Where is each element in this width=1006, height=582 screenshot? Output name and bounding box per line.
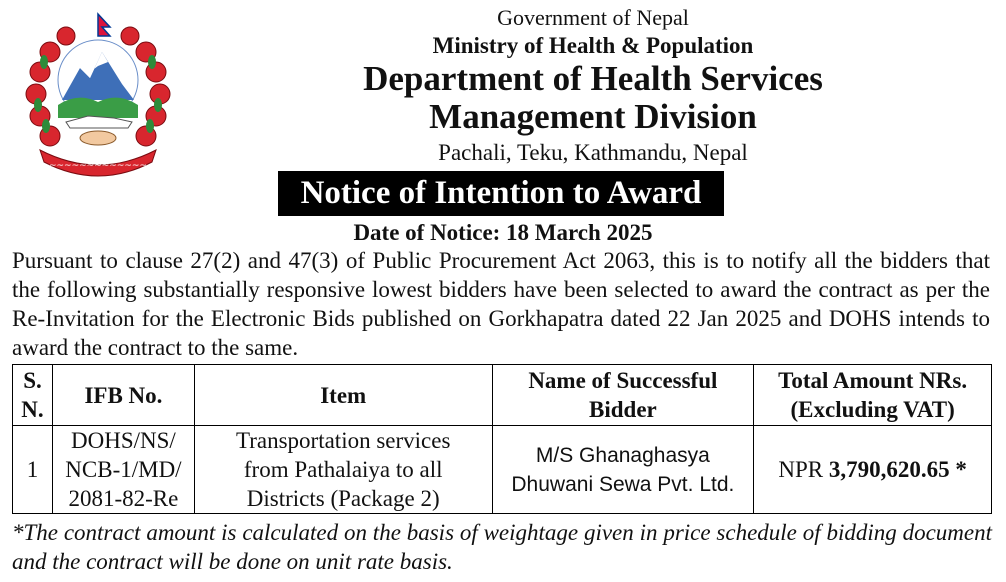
header-bidder: Name of Successful Bidder	[492, 365, 754, 426]
cell-ifb: DOHS/NS/ NCB-1/MD/ 2081-82-Re	[52, 426, 194, 514]
ministry-title: Ministry of Health & Population	[432, 33, 754, 58]
amount-prefix: NPR	[778, 457, 824, 482]
division-title: Management Division	[429, 97, 757, 136]
notice-body: Pursuant to clause 27(2) and 47(3) of Public Procurement Act 2063, this is to notify all the bidders that the following substantially responsive lowest bidders have been selected to award the contract as per the Re-Invitation for the Electronic Bids published on Gorkhapatra dated 22 Jan 2025 and DOHS intends to award the contract to the same.	[12, 248, 990, 360]
header-ifb: IFB No.	[52, 365, 194, 426]
cell-amount	[754, 426, 992, 514]
notice-title: Notice of Intention to Award	[278, 171, 724, 216]
cell-sn: 1	[13, 426, 53, 514]
notice-date: Date of Notice: 18 March 2025	[353, 220, 653, 245]
cell-bidder: M/S Ghanaghasya Dhuwani Sewa Pvt. Ltd.	[492, 426, 754, 514]
table-row	[13, 426, 992, 514]
government-title: Government of Nepal	[497, 5, 689, 30]
header-item: Item	[194, 365, 492, 426]
cell-item: Transportation services from Pathalaiya to all Districts (Package 2)	[194, 426, 492, 514]
office-address: Pachali, Teku, Kathmandu, Nepal	[438, 140, 748, 165]
table-header-row	[13, 365, 992, 426]
nepal-emblem-icon	[18, 10, 178, 180]
header-amount: Total Amount NRs. (Excluding VAT)	[754, 365, 992, 426]
award-table	[12, 364, 992, 514]
department-title: Department of Health Services	[363, 59, 823, 98]
svg-text:~~~~~~~~~~~~~~~: ~~~~~~~~~~~~~~~	[41, 161, 155, 171]
footnote: *The contract amount is calculated on the basis of weightage given in price schedule of bidding document and the contract will be done on unit rate basis.	[12, 520, 992, 574]
amount-asterisk: *	[955, 457, 967, 482]
amount-value: 3,790,620.65	[828, 457, 950, 482]
letterhead	[180, 4, 1006, 168]
header-sn: S. N.	[13, 365, 53, 426]
